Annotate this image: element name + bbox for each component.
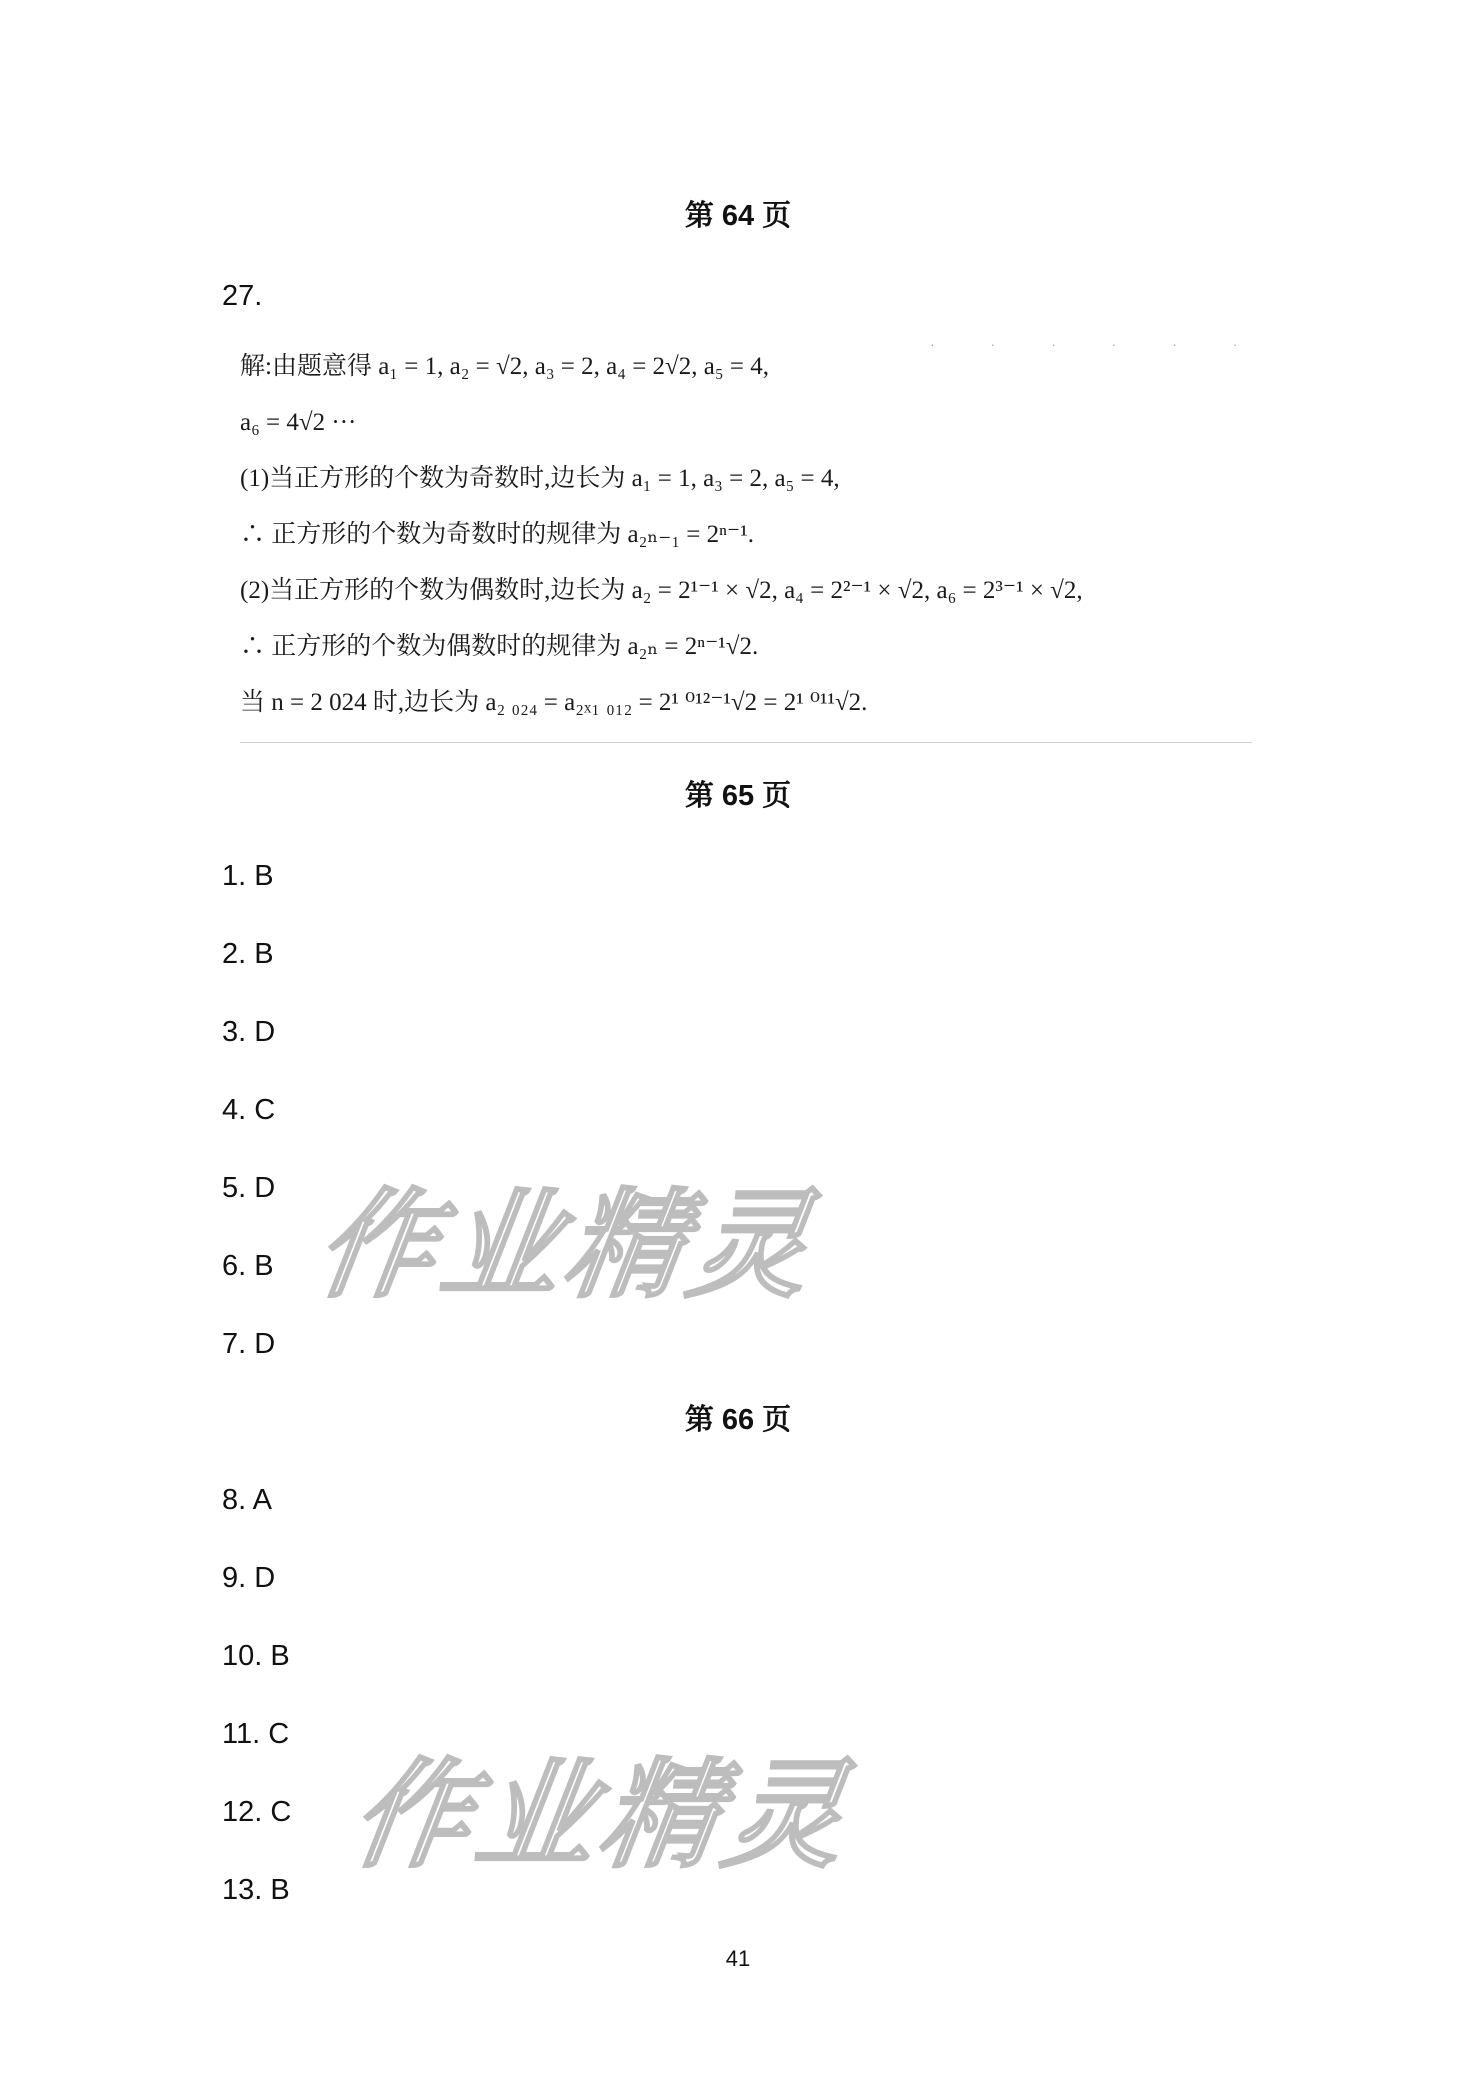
answer-item: 3. D — [222, 1016, 276, 1048]
solution-line-6: ∴ 正方形的个数为偶数时的规律为 a₂ₙ = 2ⁿ⁻¹√2. — [240, 633, 759, 660]
answer-item: 1. B — [222, 860, 274, 892]
solution-line-7: 当 n = 2 024 时,边长为 a₂ ₀₂₄ = a₂ₓ₁ ₀₁₂ = 2¹ ⁰¹²⁻¹√2 = 2¹ ⁰¹¹√2. — [240, 689, 868, 716]
page-number: 41 — [725, 1946, 751, 1971]
answer-item: 2. B — [222, 938, 274, 970]
answer-item: 7. D — [222, 1328, 276, 1360]
answer-item: 11. C — [222, 1718, 290, 1750]
page-heading-66: 第 66 页 — [684, 1404, 792, 1436]
page-heading-65: 第 65 页 — [684, 780, 792, 812]
watermark-logo: 作业精灵 — [343, 1746, 860, 1884]
answer-item: 5. D — [222, 1172, 276, 1204]
answer-item: 6. B — [222, 1250, 274, 1282]
watermark-logo: 作业精灵 — [308, 1176, 825, 1314]
solution-line-2: a₆ = 4√2 ··· — [240, 409, 357, 436]
solution-image-block — [240, 350, 1252, 740]
answer-item: 10. B — [222, 1640, 290, 1672]
answer-item: 12. C — [222, 1796, 292, 1828]
solution-line-3: (1)当正方形的个数为奇数时,边长为 a₁ = 1, a₃ = 2, a₅ = 4, — [240, 465, 840, 492]
solution-line-1: 解:由题意得 a₁ = 1, a₂ = √2, a₃ = 2, a₄ = 2√2, a₅ = 4, — [240, 353, 769, 380]
answer-item: 8. A — [222, 1484, 272, 1516]
answer-item: 13. B — [222, 1874, 290, 1906]
answer-item: 4. C — [222, 1094, 276, 1126]
page-heading-64: 第 64 页 — [684, 200, 792, 232]
solution-line-5: (2)当正方形的个数为偶数时,边长为 a₂ = 2¹⁻¹ × √2, a₄ = 2²⁻¹ × √2, a₆ = 2³⁻¹ × √2, — [240, 577, 1083, 604]
answer-item: 9. D — [222, 1562, 276, 1594]
solution-line-4: ∴ 正方形的个数为奇数时的规律为 a₂ₙ₋₁ = 2ⁿ⁻¹. — [240, 521, 754, 548]
scan-artifact-dots: · · · · · · — [930, 336, 1264, 352]
divider-line — [240, 742, 1252, 743]
question-number-27: 27. — [222, 280, 263, 312]
